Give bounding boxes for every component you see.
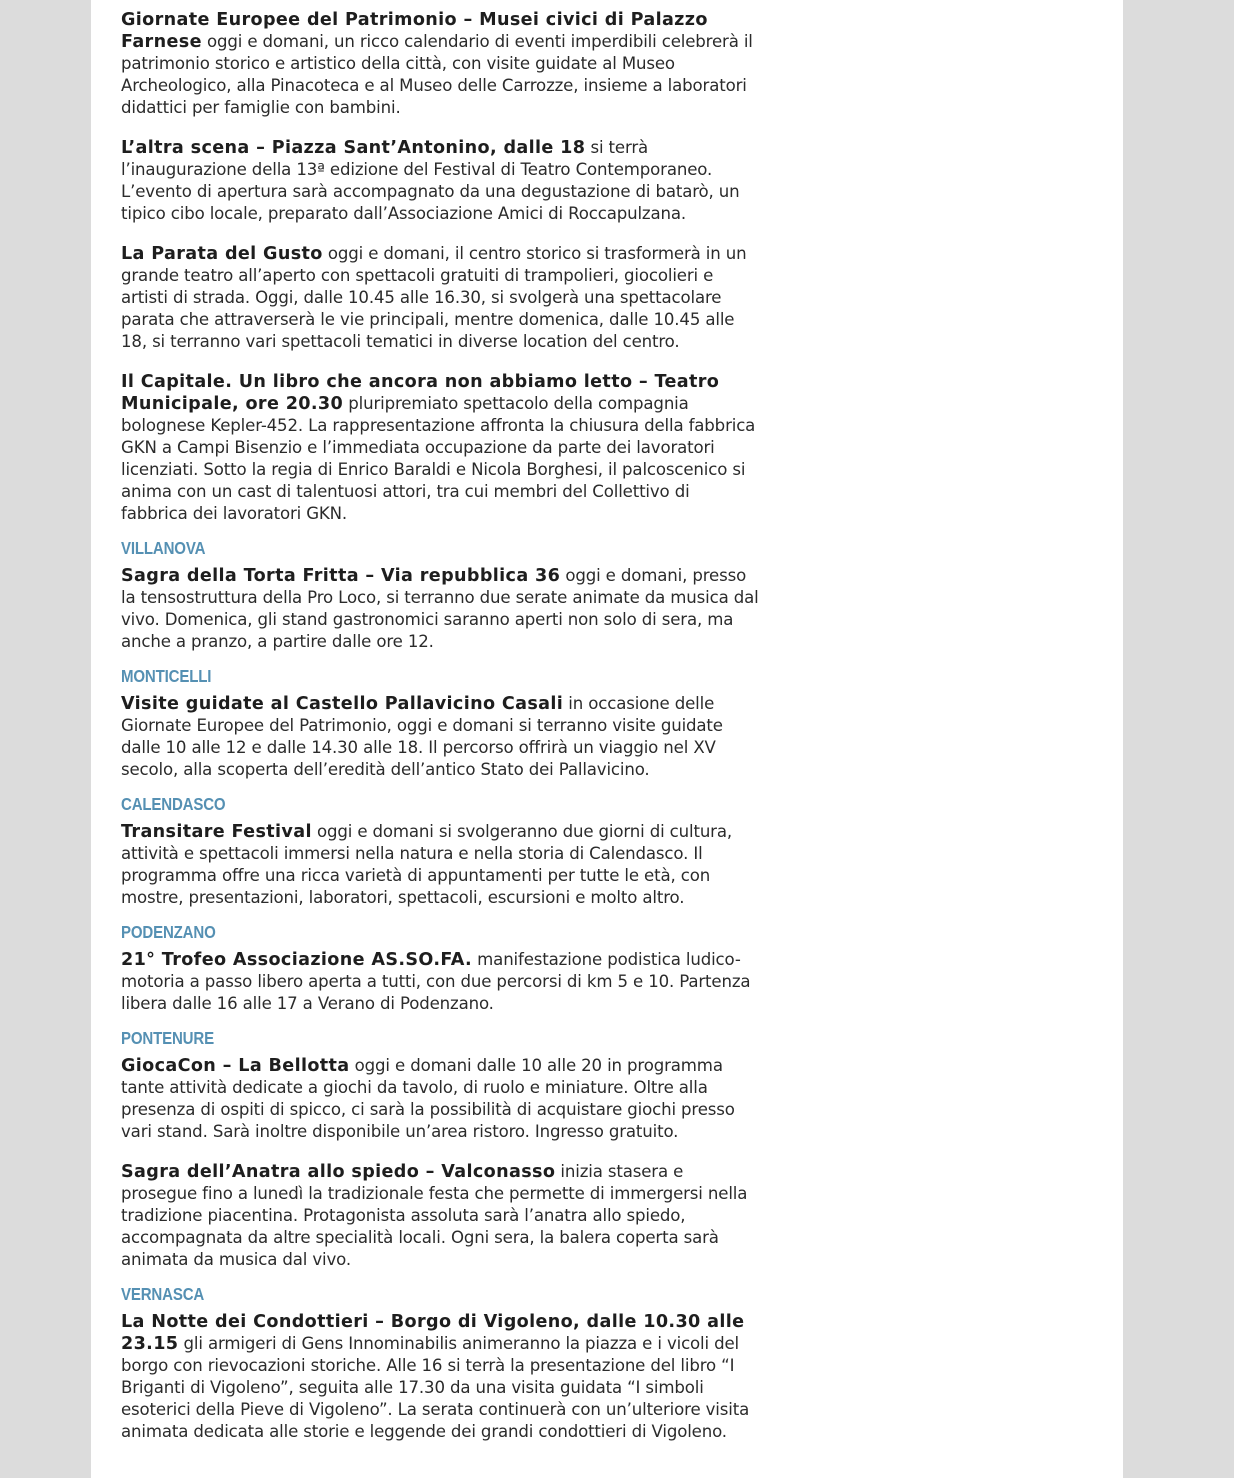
event-entry	[121, 9, 761, 119]
section-heading-vernasca: VERNASCA	[121, 1284, 205, 1304]
event-entry	[121, 821, 761, 909]
event-title: Il Capitale. Un libro che ancora non abbiamo letto – Teatro Municipale, ore 20.30	[121, 372, 720, 414]
event-description: manifestazione podistica ludico-motoria a passo libero aperta a tutti, con due percorsi di km 5 e 10. Partenza libera dalle 16 alle 17 a Verano di Podenzano.	[121, 950, 751, 1013]
section-heading-calendasco: CALENDASCO	[121, 794, 226, 814]
event-title: Sagra dell’Anatra allo spiedo – Valconasso	[121, 1162, 556, 1182]
event-description: si terrà l’inaugurazione della 13ª edizione del Festival di Teatro Contemporaneo. L’evento di apertura sarà accompagnato da una degustazione di batarò, un tipico cibo locale, preparato dall’Associazione Amici di Roccapulzana.	[121, 138, 740, 223]
page	[91, 0, 1123, 1478]
event-entry	[121, 371, 761, 525]
event-description: oggi e domani, il centro storico si trasformerà in un grande teatro all’aperto con spettacoli gratuiti di trampolieri, giocolieri e artisti di strada. Oggi, dalle 10.45 alle 16.30, si svolgerà una spettacolare parata che attraverserà le vie principali, mentre domenica, dalle 10.45 alle 18, si terranno vari spettacoli tematici in diverse location del centro.	[121, 244, 747, 351]
event-description: inizia stasera e prosegue fino a lunedì la tradizionale festa che permette di immergersi nella tradizione piacentina. Protagonista assoluta sarà l’anatra allo spiedo, accompagnata da altre specialità locali. Ogni sera, la balera coperta sarà animata da musica dal vivo.	[121, 1162, 748, 1269]
event-title: La Parata del Gusto	[121, 244, 323, 264]
event-entry	[121, 1311, 761, 1443]
event-entry	[121, 1055, 761, 1143]
event-entry	[121, 243, 761, 353]
event-description: pluripremiato spettacolo della compagnia bolognese Kepler-452. La rappresentazione affronta la chiusura della fabbrica GKN a Campi Bisenzio e l’immediata occupazione da parte dei lavoratori licenziati. Sotto la regia di Enrico Baraldi e Nicola Borghesi, il palcoscenico si anima con un cast di talentuosi attori, tra cui membri del Collettivo di fabbrica dei lavoratori GKN.	[121, 394, 756, 523]
event-entry	[121, 693, 761, 781]
event-title: GiocaCon – La Bellotta	[121, 1056, 350, 1076]
event-title: Sagra della Torta Fritta – Via repubblica 36	[121, 566, 561, 586]
event-description: oggi e domani si svolgeranno due giorni di cultura, attività e spettacoli immersi nella natura e nella storia di Calendasco. Il programma offre una ricca varietà di appuntamenti per tutte le età, con mostre, presentazioni, laboratori, spettacoli, escursioni e molto altro.	[121, 822, 732, 907]
event-entry	[121, 949, 761, 1015]
event-title: Transitare Festival	[121, 822, 312, 842]
section-heading-villanova: VILLANOVA	[121, 538, 206, 558]
event-entry	[121, 1161, 761, 1271]
section-heading-monticelli: MONTICELLI	[121, 666, 212, 686]
section-heading-pontenure: PONTENURE	[121, 1028, 214, 1048]
event-description: oggi e domani, presso la tensostruttura della Pro Loco, si terranno due serate animate da musica dal vivo. Domenica, gli stand gastronomici saranno aperti non solo di sera, ma anche a pranzo, a partire dalle ore 12.	[121, 566, 759, 651]
event-description: in occasione delle Giornate Europee del Patrimonio, oggi e domani si terranno visite guidate dalle 10 alle 12 e dalle 14.30 alle 18. Il percorso offrirà un viaggio nel XV secolo, alla scoperta dell’eredità dell’antico Stato dei Pallavicino.	[121, 694, 723, 779]
event-title: 21° Trofeo Associazione AS.SO.FA.	[121, 950, 473, 970]
event-description: oggi e domani, un ricco calendario di eventi imperdibili celebrerà il patrimonio storico e artistico della città, con visite guidate al Museo Archeologico, alla Pinacoteca e al Museo delle Carrozze, insieme a laboratori didattici per famiglie con bambini.	[121, 32, 753, 117]
event-title: L’altra scena – Piazza Sant’Antonino, dalle 18	[121, 138, 586, 158]
event-title: La Notte dei Condottieri – Borgo di Vigoleno, dalle 10.30 alle 23.15	[121, 1312, 745, 1354]
event-description: oggi e domani dalle 10 alle 20 in programma tante attività dedicate a giochi da tavolo, di ruolo e miniature. Oltre alla presenza di ospiti di spicco, ci sarà la possibilità di acquistare giochi presso vari stand. Sarà inoltre disponibile un’area ristoro. Ingresso gratuito.	[121, 1056, 735, 1141]
event-title: Visite guidate al Castello Pallavicino Casali	[121, 694, 564, 714]
event-description: gli armigeri di Gens Innominabilis animeranno la piazza e i vicoli del borgo con rievocazioni storiche. Alle 16 si terrà la presentazione del libro “I Briganti di Vigoleno”, seguita alle 17.30 da una visita guidata “I simboli esoterici della Pieve di Vigoleno”. La serata continuerà con un’ulteriore visita animata dedicata alle storie e leggende dei grandi condottieri di Vigoleno.	[121, 1334, 750, 1441]
event-entry	[121, 565, 761, 653]
section-heading-podenzano: PODENZANO	[121, 922, 216, 942]
event-title: Giornate Europee del Patrimonio – Musei civici di Palazzo Farnese	[121, 10, 708, 52]
events-column	[121, 9, 761, 1461]
event-entry	[121, 137, 761, 225]
